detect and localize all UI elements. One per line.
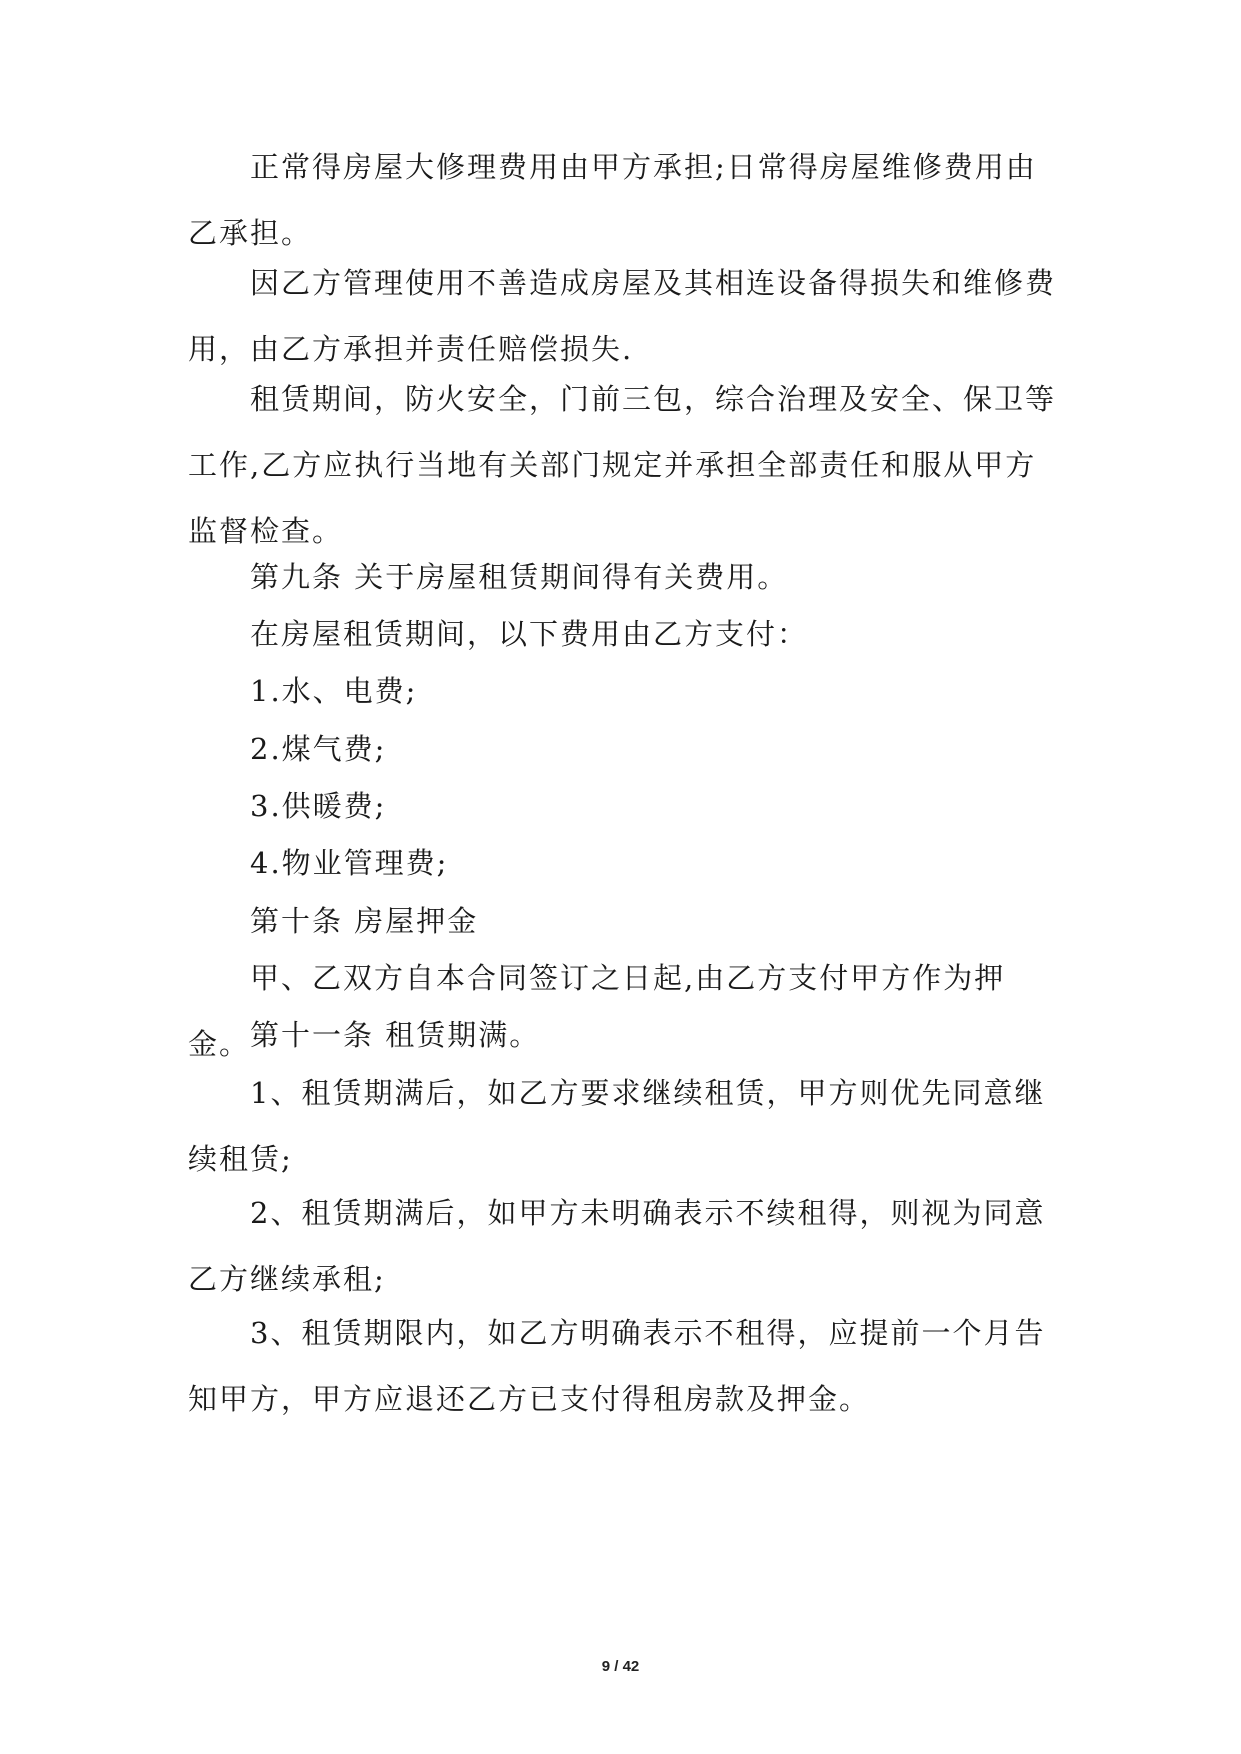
page-number: 9 / 42 (601, 1658, 640, 1675)
paragraph-lease-expiry-2: 2、租赁期满后，如甲方未明确表示不续租得，则视为同意乙方继续承租; (188, 1196, 1046, 1296)
paragraph-lease-expiry-3: 3、租赁期限内，如乙方明确表示不租得，应提前一个月告知甲方，甲方应退还乙方已支付得租房款及押金。 (188, 1316, 1046, 1416)
list-item-property-management: 4.物业管理费; (250, 846, 449, 880)
paragraph-lease-expiry-1: 1、租赁期满后，如乙方要求继续租赁，甲方则优先同意继续租赁; (188, 1076, 1046, 1176)
paragraph-deposit: 甲、乙双方自本合同签订之日起,由乙方支付甲方作为押金。 (188, 961, 1006, 1061)
paragraph-repair-costs: 正常得房屋大修理费用由甲方承担;日常得房屋维修费用由乙承担。 (188, 150, 1037, 250)
paragraph-damage-liability: 因乙方管理使用不善造成房屋及其相连设备得损失和维修费用，由乙方承担并责任赔偿损失. (188, 266, 1057, 366)
list-item-gas: 2.煤气费; (250, 732, 387, 766)
list-item-utilities: 1.水、电费; (250, 674, 418, 708)
paragraph-fees-intro: 在房屋租赁期间，以下费用由乙方支付： (250, 617, 809, 651)
article-10-heading: 第十条 房屋押金 (250, 904, 479, 938)
paragraph-safety-duties: 租赁期间，防火安全，门前三包，综合治理及安全、保卫等工作,乙方应执行当地有关部门规定并承担全部责任和服从甲方监督检查。 (188, 382, 1057, 548)
list-item-heating: 3.供暖费; (250, 789, 387, 823)
article-11-heading: 第十一条 租赁期满。 (250, 1018, 541, 1052)
article-9-heading: 第九条 关于房屋租赁期间得有关费用。 (250, 560, 789, 594)
